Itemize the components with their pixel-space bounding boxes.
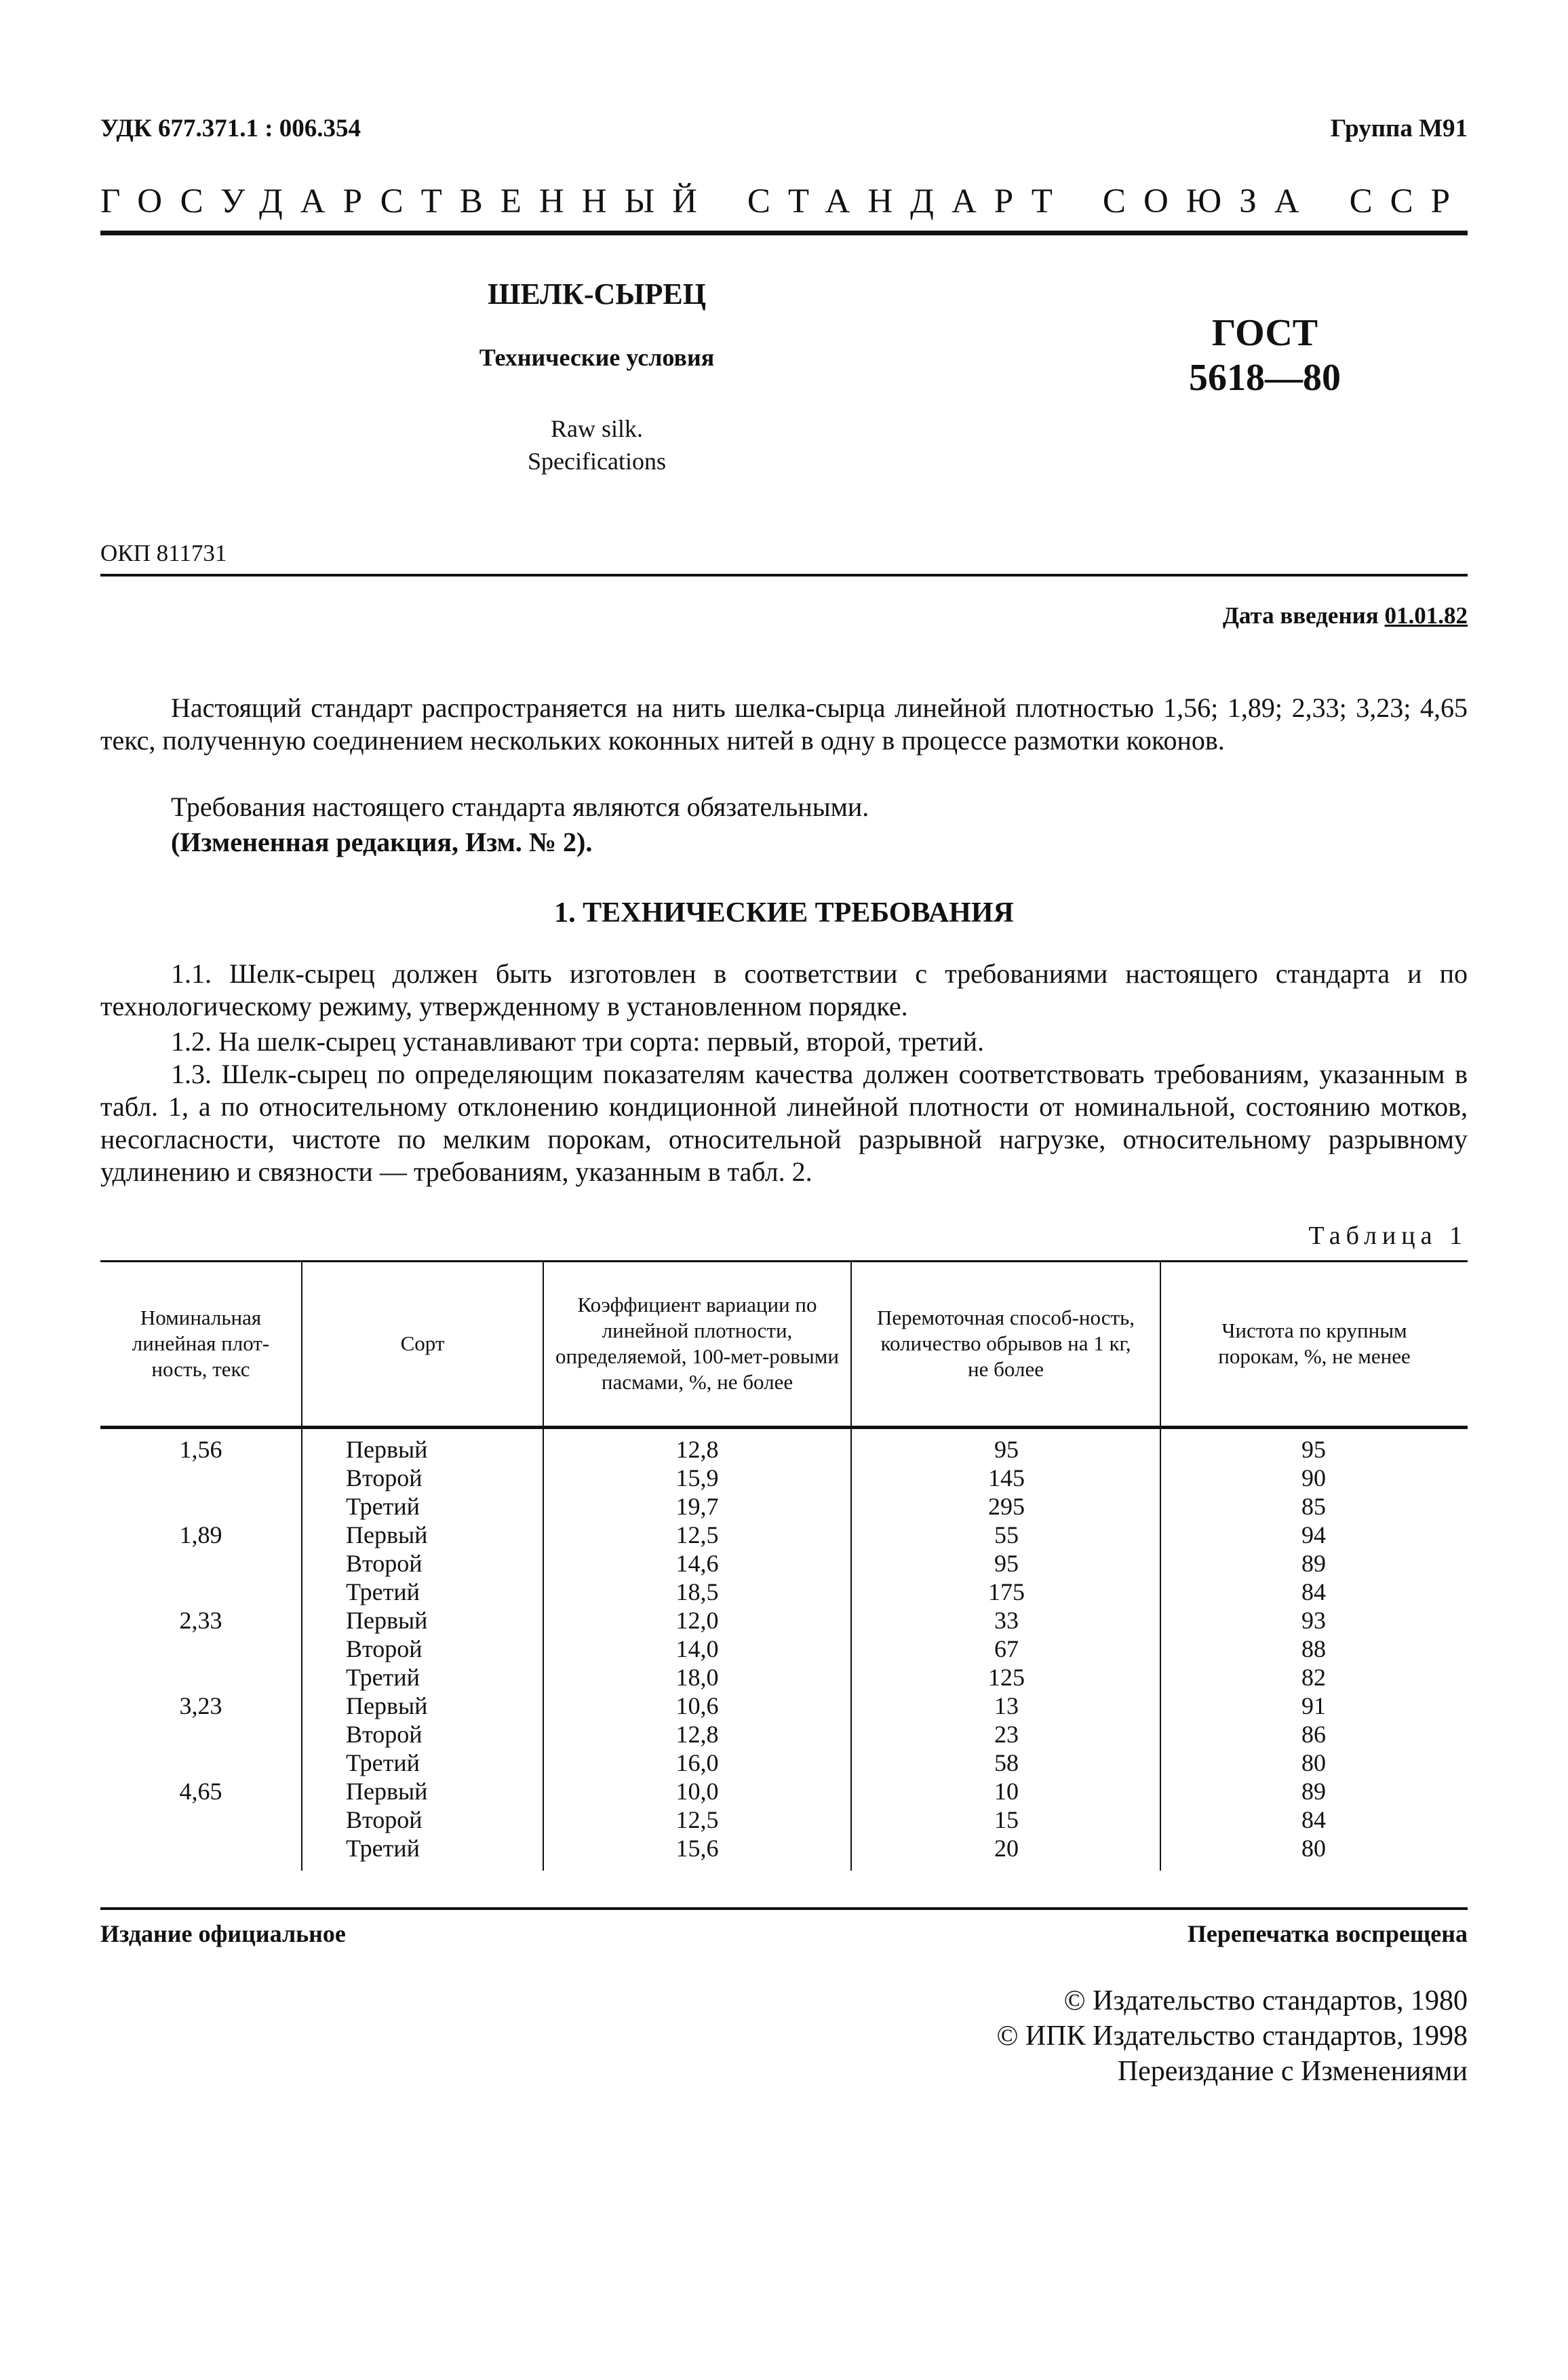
table-cell-variation: 12,5 — [675, 1806, 719, 1833]
document-title: ШЕЛК-СЫРЕЦ — [488, 277, 706, 311]
table-cell-density: 4,65 — [179, 1778, 222, 1805]
table-cell-sort: Второй — [346, 1635, 423, 1662]
table-cell-cleanness: 84 — [1301, 1806, 1326, 1833]
english-title-line2: Specifications — [528, 448, 666, 475]
banner-word-2: СТАНДАРТ — [747, 182, 1070, 220]
table-cell-rewinding: 13 — [994, 1692, 1019, 1719]
copyright-1980: © Издательство стандартов, 1980 — [1063, 1985, 1468, 2016]
table-cell-cleanness: 90 — [1301, 1464, 1326, 1491]
table-cell-rewinding: 175 — [988, 1578, 1025, 1605]
table-cell-variation: 10,0 — [675, 1778, 719, 1805]
table-cell-cleanness: 91 — [1301, 1692, 1326, 1719]
clause-1-2 — [100, 1026, 1468, 1058]
english-title-line1: Raw silk. — [550, 415, 643, 442]
table-cell-cleanness: 84 — [1301, 1578, 1326, 1605]
intro-paragraph-2-text: Требования настоящего стандарта являются обязательными. — [171, 792, 869, 822]
table-cell-sort: Третий — [346, 1493, 420, 1520]
banner-word-1: ГОСУДАРСТВЕННЫЙ — [100, 182, 715, 220]
table-cell-variation: 12,8 — [675, 1721, 719, 1748]
table-cell-rewinding: 10 — [994, 1778, 1019, 1805]
table-cell-variation: 12,8 — [675, 1436, 719, 1463]
gost-code: 5618—80 — [1189, 357, 1341, 399]
table-cell-rewinding: 23 — [994, 1721, 1019, 1748]
clause-1-3 — [100, 1058, 1468, 1188]
table-cell-rewinding: 55 — [994, 1521, 1019, 1548]
table-cell-density: 1,89 — [179, 1521, 222, 1548]
clause-1-1 — [100, 958, 1468, 1023]
table-cell-rewinding: 58 — [994, 1749, 1019, 1776]
okp-code: ОКП 811731 — [100, 540, 227, 566]
group-code: Группа М91 — [1330, 115, 1468, 142]
effective-date — [1223, 602, 1468, 629]
clause-1-2-text: 1.2. На шелк-сырец устанавливают три сорта: первый, второй, третий. — [171, 1026, 985, 1057]
table-cell-rewinding: 67 — [994, 1635, 1019, 1662]
table-cell-variation: 19,7 — [675, 1493, 719, 1520]
table-cell-rewinding: 33 — [994, 1607, 1019, 1634]
english-title — [359, 412, 834, 477]
gost-number — [1153, 311, 1377, 400]
official-edition-label: Издание официальное — [100, 1920, 346, 1947]
table-cell-variation: 15,6 — [675, 1835, 719, 1862]
copyright-1998: © ИПК Издательство стандартов, 1998 — [996, 2021, 1468, 2052]
intro-amendment-note-text: (Измененная редакция, Изм. № 2). — [171, 827, 593, 857]
table-cell-variation: 14,6 — [675, 1550, 719, 1577]
table-cell-rewinding: 125 — [988, 1664, 1025, 1691]
table-cell-cleanness: 80 — [1301, 1749, 1326, 1776]
table-cell-rewinding: 295 — [988, 1493, 1025, 1520]
table-header-density: Номинальная линейная плот-ность, текс — [132, 1306, 270, 1381]
reissue-note: Переиздание с Изменениями — [1117, 2056, 1468, 2087]
effective-date-label: Дата введения — [1222, 602, 1379, 629]
okp-divider — [100, 574, 1468, 577]
state-standard-banner — [100, 182, 1468, 221]
table-cell-cleanness: 88 — [1301, 1635, 1326, 1662]
table-cell-cleanness: 89 — [1301, 1550, 1326, 1577]
table-cell-sort: Первый — [346, 1607, 428, 1634]
table-cell-rewinding: 145 — [988, 1464, 1025, 1491]
table-cell-variation: 18,0 — [675, 1664, 719, 1691]
table-cell-sort: Третий — [346, 1578, 420, 1605]
table-cell-sort: Третий — [346, 1664, 420, 1691]
table-cell-variation: 14,0 — [675, 1635, 719, 1662]
table-top-border — [100, 1260, 1468, 1262]
table-cell-density: 2,33 — [179, 1607, 222, 1634]
table-cell-sort: Второй — [346, 1721, 423, 1748]
document-subtitle: Технические условия — [479, 344, 715, 371]
table-cell-cleanness: 94 — [1301, 1521, 1326, 1548]
table-cell-variation: 12,5 — [675, 1521, 719, 1548]
table-cell-variation: 12,0 — [675, 1607, 719, 1634]
table-cell-variation: 18,5 — [675, 1578, 719, 1605]
table-cell-rewinding: 15 — [994, 1806, 1019, 1833]
table-cell-sort: Первый — [346, 1692, 428, 1719]
intro-paragraph-1-text: Настоящий стандарт распространяется на нить шелка-сырца линейной плотностью 1,56; 1,89; 2,33; 3,23; 4,65 текс, полученную соединением нескольких коконных нитей в одну в процессе размотки коконов. — [100, 692, 1468, 756]
table-header-border — [100, 1426, 1468, 1429]
table-cell-cleanness: 93 — [1301, 1607, 1326, 1634]
table-cell-sort: Третий — [346, 1749, 420, 1776]
section-heading: 1. ТЕХНИЧЕСКИЕ ТРЕБОВАНИЯ — [554, 897, 1014, 929]
reprint-prohibited-label: Перепечатка воспрещена — [1187, 1920, 1468, 1947]
footer-divider — [100, 1907, 1468, 1910]
table-cell-sort: Первый — [346, 1778, 428, 1805]
table-cell-sort: Первый — [346, 1436, 428, 1463]
table-cell-density: 1,56 — [179, 1436, 222, 1463]
table-cell-cleanness: 86 — [1301, 1721, 1326, 1748]
table-cell-sort: Первый — [346, 1521, 428, 1548]
table-header-sort: Сорт — [400, 1331, 445, 1355]
table-cell-density: 3,23 — [179, 1692, 222, 1719]
table-cell-sort: Второй — [346, 1806, 423, 1833]
effective-date-value: 01.01.82 — [1384, 602, 1468, 629]
table-cell-sort: Третий — [346, 1835, 420, 1862]
table-cell-cleanness: 95 — [1301, 1436, 1326, 1463]
table-cell-sort: Второй — [346, 1550, 423, 1577]
table-cell-rewinding: 95 — [994, 1550, 1019, 1577]
table-cell-cleanness: 82 — [1301, 1664, 1326, 1691]
table-cell-variation: 10,6 — [675, 1692, 719, 1719]
table-header-variation: Коэффициент вариации по линейной плотности, определяемой, 100-мет-ровыми пасмами, %, не более — [555, 1293, 839, 1394]
gost-label: ГОСТ — [1211, 312, 1318, 354]
clause-1-3-text: 1.3. Шелк-сырец по определяющим показателям качества должен соответствовать требованиям, указанным в табл. 1, а по относительному отклонению кондиционной линейной плотности от номинальной, состоянию мотков, несогласности, чистоте по мелким порокам, относительной разрывной нагрузке, относительному разрывному удлинению и связности — требованиям, указанным в табл. 2. — [100, 1059, 1468, 1187]
banner-word-3: СОЮЗА — [1102, 182, 1317, 220]
table-caption: Таблица 1 — [1308, 1222, 1468, 1250]
table-cell-cleanness: 85 — [1301, 1493, 1326, 1520]
intro-paragraph-2 — [100, 791, 1468, 823]
table-header-rewinding: Перемоточная способ-ность, количество обрывов на 1 кг, не более — [877, 1306, 1135, 1381]
clause-1-1-text: 1.1. Шелк-сырец должен быть изготовлен в соответствии с требованиями настоящего стандарта и по технологическому режиму, утвержденному в установленном порядке. — [100, 958, 1468, 1021]
table-cell-variation: 16,0 — [675, 1749, 719, 1776]
table-header-cleanness: Чистота по крупным порокам, %, не менее — [1218, 1319, 1411, 1368]
table-cell-sort: Второй — [346, 1464, 423, 1491]
intro-amendment-note — [100, 826, 1468, 859]
intro-paragraph-1 — [100, 692, 1468, 757]
table-cell-cleanness: 80 — [1301, 1835, 1326, 1862]
table-cell-rewinding: 20 — [994, 1835, 1019, 1862]
table-cell-variation: 15,9 — [675, 1464, 719, 1491]
udk-code: УДК 677.371.1 : 006.354 — [100, 115, 361, 142]
banner-word-4: ССР — [1349, 182, 1468, 220]
header-divider — [100, 231, 1468, 235]
table-cell-cleanness: 89 — [1301, 1778, 1326, 1805]
table-cell-rewinding: 95 — [994, 1436, 1019, 1463]
